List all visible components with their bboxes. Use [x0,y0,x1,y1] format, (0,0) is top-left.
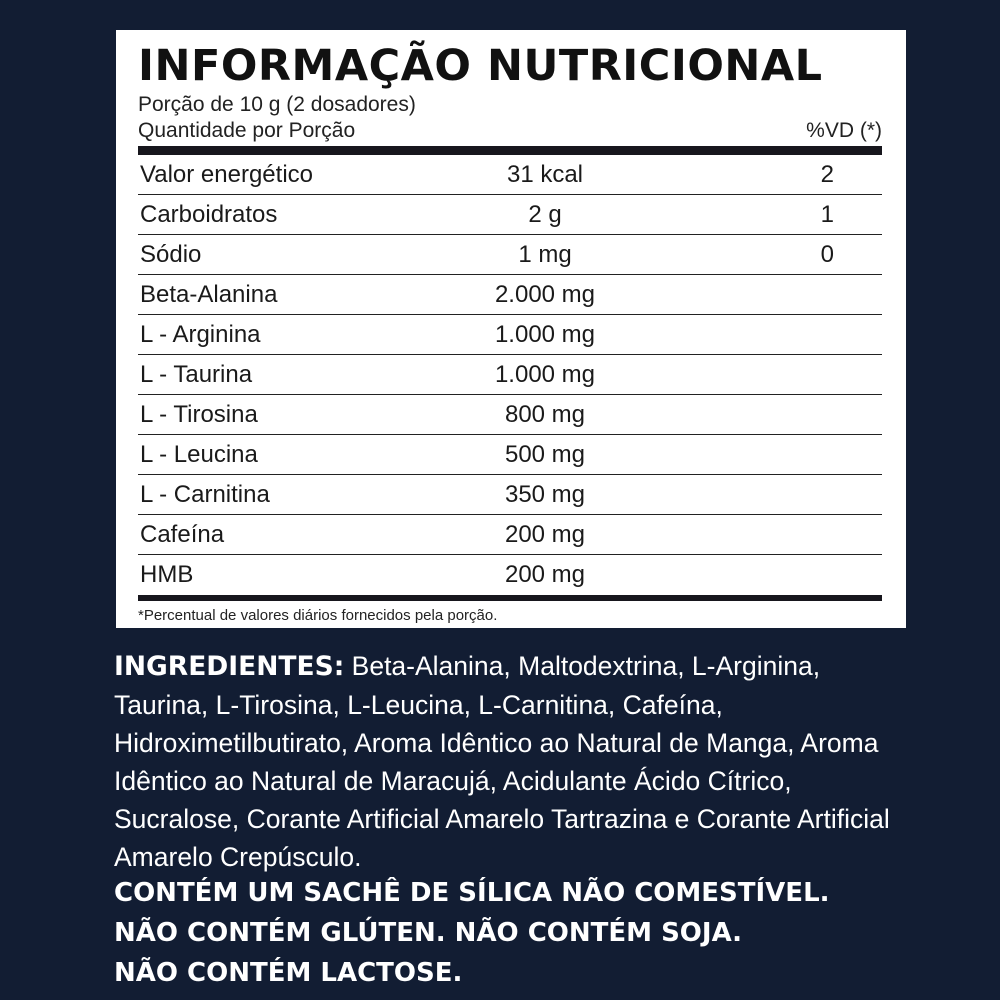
nutrient-name: Sódio [140,240,202,268]
nutrient-quantity: 1.000 mg [494,320,596,348]
warning-silica: CONTÉM UM SACHÊ DE SÍLICA NÃO COMESTÍVEL. [114,878,830,908]
ingredients-block [114,647,914,876]
nutrient-row [138,195,882,235]
nutrient-name: L - Arginina [140,320,261,348]
nutrient-row [138,155,882,195]
nutrient-quantity: 500 mg [504,440,586,468]
nutrient-quantity: 200 mg [504,560,586,588]
nutrient-name: L - Taurina [140,360,253,388]
nutrient-row [138,235,882,275]
bottom-divider-bar [138,595,882,601]
nutrient-quantity: 31 kcal [506,160,584,188]
nutrient-name: Beta-Alanina [140,280,278,308]
nutrient-quantity: 2.000 mg [494,280,596,308]
nutrition-facts-panel [116,30,906,628]
serving-size: Porção de 10 g (2 dosadores) [138,93,416,116]
nutrient-quantity: 350 mg [504,480,586,508]
nutrient-daily-value: 1 [820,200,834,228]
nutrient-row [138,475,882,515]
allergen-warnings [114,873,974,993]
nutrient-name: Carboidratos [140,200,278,228]
daily-value-header: %VD (*) [806,119,882,142]
nutrient-row [138,355,882,395]
nutrition-title: INFORMAÇÃO NUTRICIONAL [138,41,823,91]
nutrient-row [138,515,882,555]
warning-lactose: NÃO CONTÉM LACTOSE. [114,958,463,988]
daily-value-footnote: *Percentual de valores diários fornecidos pela porção. [138,607,498,624]
nutrient-daily-value: 0 [820,240,834,268]
nutrient-row [138,275,882,315]
nutrient-quantity: 1 mg [518,240,572,268]
nutrient-quantity: 200 mg [504,520,586,548]
ingredients-label: INGREDIENTES: [114,651,345,682]
nutrient-quantity: 1.000 mg [494,360,596,388]
nutrient-name: L - Leucina [140,440,258,468]
nutrient-quantity: 2 g [528,200,562,228]
amount-per-serving-label: Quantidade por Porção [138,119,356,142]
nutrient-name: Valor energético [140,160,313,188]
nutrient-row [138,315,882,355]
top-divider-bar [138,146,882,155]
nutrient-name: HMB [140,560,194,588]
nutrient-name: L - Carnitina [140,480,270,508]
nutrient-row [138,435,882,475]
nutrient-row [138,395,882,435]
amount-header-row [138,118,882,144]
nutrient-table [138,155,882,594]
nutrient-daily-value: 2 [820,160,834,188]
nutrient-row [138,555,882,594]
nutrient-name: Cafeína [140,520,225,548]
nutrient-quantity: 800 mg [504,400,586,428]
ingredients-text: Beta-Alanina, Maltodextrina, L-Arginina, Taurina, L-Tirosina, L-Leucina, L-Carnitina, Cafeína, Hidroximetilbutirato, Aroma Idêntico ao Natural de Manga, Aroma Idêntico ao Natural de Maracujá, Acidulante Ácido Cítrico, Sucralose, Corante Artificial Amarelo Tartrazina e Corante Artificial Amarelo Crepúsculo. [114,651,890,872]
nutrient-name: L - Tirosina [140,400,258,428]
warning-gluten-soy: NÃO CONTÉM GLÚTEN. NÃO CONTÉM SOJA. [114,918,743,948]
